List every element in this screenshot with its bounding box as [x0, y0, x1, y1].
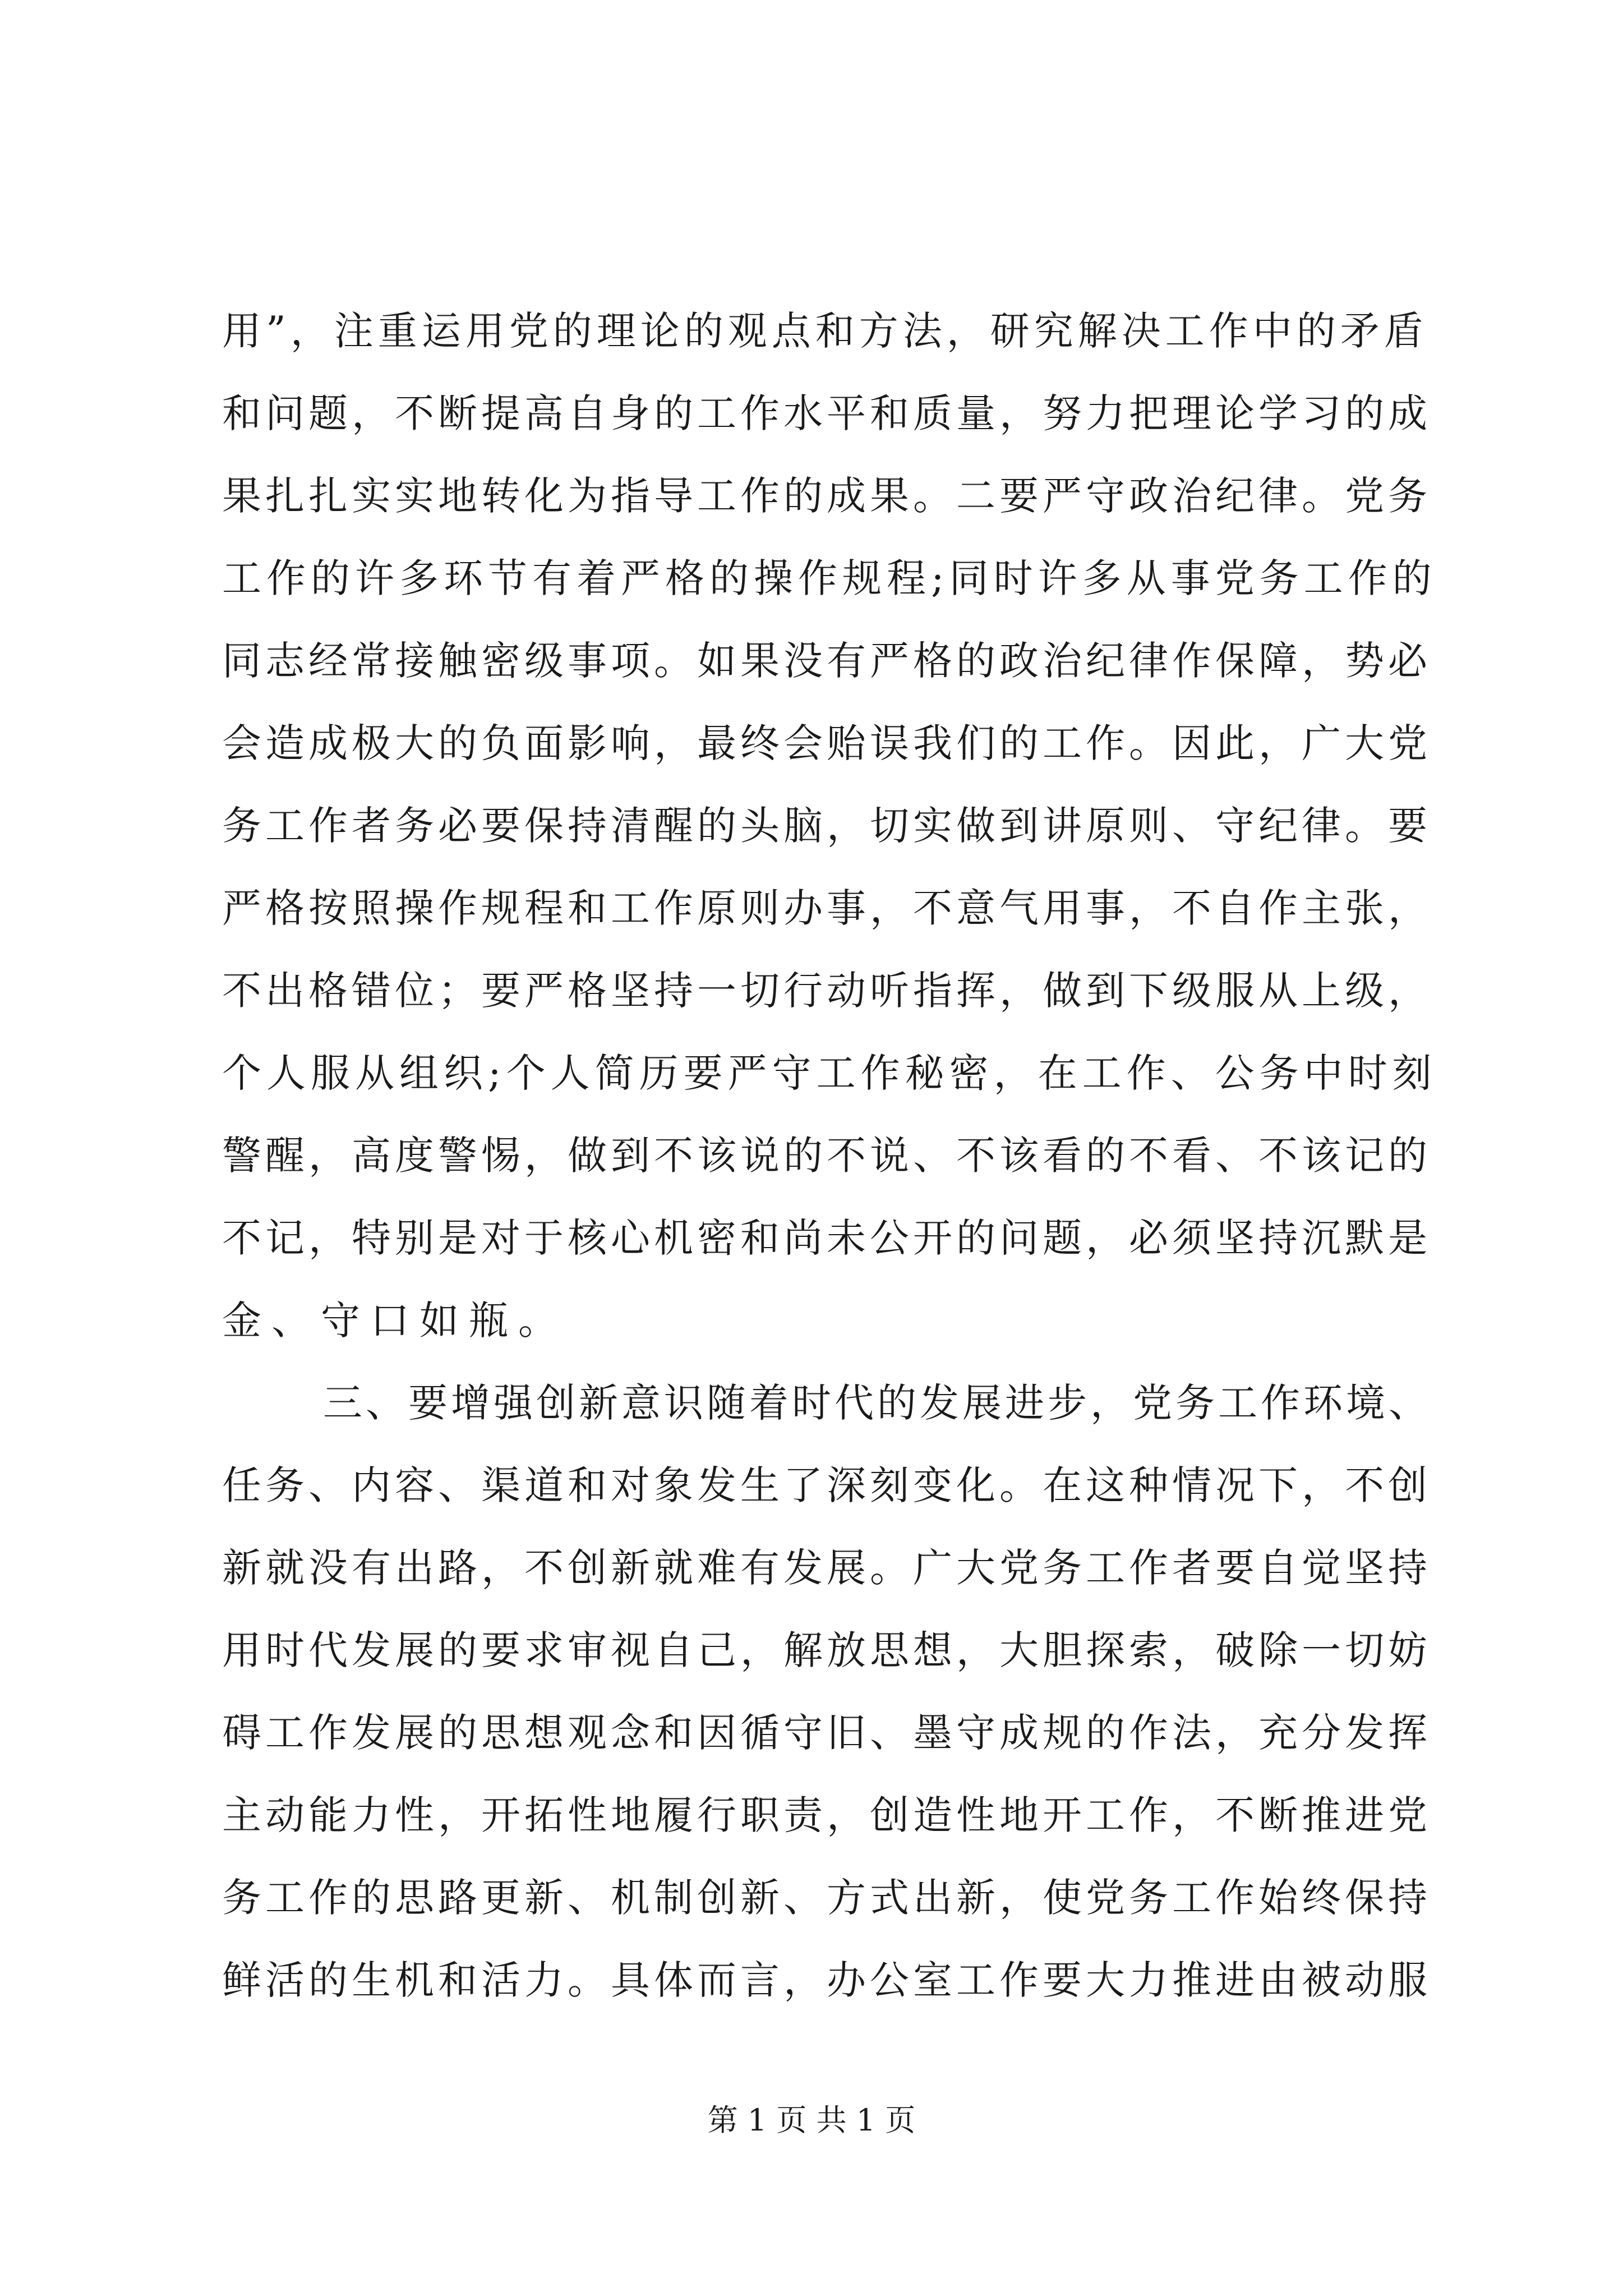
text-line: 不记，特别是对于核心机密和尚未公开的问题，必须坚持沉默是 [222, 1215, 1431, 1261]
text-line: 鲜活的生机和活力。具体而言，办公室工作要大力推进由被动服 [222, 1957, 1431, 2003]
text-line: 主动能力性，开拓性地履行职责，创造性地开工作，不断推进党 [222, 1792, 1431, 1838]
page-footer: 第 1 页 共 1 页 [707, 2102, 916, 2138]
text-line: 任务、内容、渠道和对象发生了深刻变化。在这种情况下，不创 [222, 1462, 1431, 1508]
text-line: 用”，注重运用党的理论的观点和方法，研究解决工作中的矛盾 [222, 308, 1428, 354]
text-line: 碍工作发展的思想观念和因循守旧、墨守成规的作法，充分发挥 [222, 1710, 1431, 1756]
text-line: 工作的许多环节有着严格的操作规程;同时许多从事党务工作的 [222, 555, 1437, 601]
text-line: 同志经常接触密级事项。如果没有严格的政治纪律作保障，势必 [222, 638, 1431, 684]
paragraph-first-line: 三、要增强创新意识随着时代的发展进步，党务工作环境、 [323, 1380, 1431, 1426]
text-line: 严格按照操作规程和工作原则办事，不意气用事，不自作主张， [222, 885, 1431, 931]
text-line: 果扎扎实实地转化为指导工作的成果。二要严守政治纪律。党务 [222, 473, 1431, 519]
text-line: 务工作的思路更新、机制创新、方式出新，使党务工作始终保持 [222, 1875, 1431, 1921]
text-line: 新就没有出路，不创新就难有发展。广大党务工作者要自觉坚持 [222, 1545, 1431, 1591]
text-line: 警醒，高度警惕，做到不该说的不说、不该看的不看、不该记的 [222, 1133, 1431, 1179]
text-line: 会造成极大的负面影响，最终会贻误我们的工作。因此，广大党 [222, 720, 1431, 766]
text-line: 个人服从组织;个人简历要严守工作秘密，在工作、公务中时刻 [222, 1050, 1437, 1096]
text-line: 金、守口如瓶。 [222, 1297, 568, 1343]
text-line: 务工作者务必要保持清醒的头脑，切实做到讲原则、守纪律。要 [222, 803, 1431, 849]
text-line: 和问题，不断提高自身的工作水平和质量，努力把理论学习的成 [222, 390, 1431, 436]
text-line: 不出格错位；要严格坚持一切行动听指挥，做到下级服从上级， [222, 968, 1431, 1014]
text-line: 用时代发展的要求审视自己，解放思想，大胆探索，破除一切妨 [222, 1627, 1431, 1673]
